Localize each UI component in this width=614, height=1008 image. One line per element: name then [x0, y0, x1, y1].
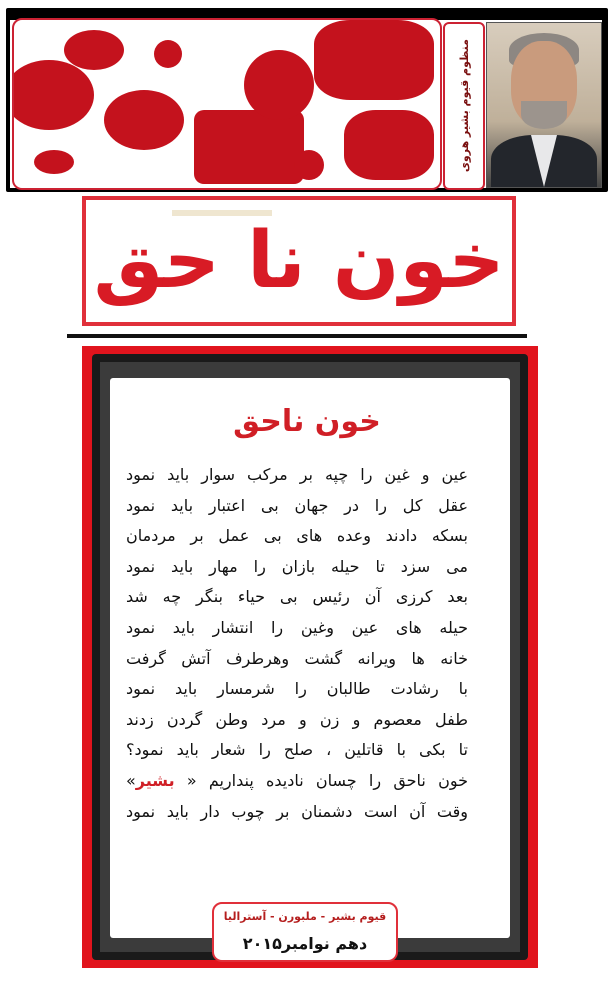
verse-line: بعد کرزی آن رئیس بی حیاء بنگر چه شد	[126, 587, 468, 607]
page-title: خون نا حق	[93, 216, 505, 306]
footer-signature-box	[212, 902, 398, 962]
splash-blot	[12, 60, 94, 130]
blood-splash-image	[12, 18, 442, 190]
author-portrait-photo	[486, 22, 602, 188]
verse-line: با رشادت طالبان را شرمسار باید نمود	[126, 679, 468, 699]
splash-blot	[294, 150, 324, 180]
author-name-vertical: منظوم قیوم بشیر هروی	[457, 39, 471, 173]
verse-line: می سزد تا حیله بازان را مهار باید نمود	[126, 556, 468, 576]
verse-line: حیله های عین وغین را انتشار باید نمود	[126, 617, 468, 637]
splash-blot	[314, 20, 434, 100]
title-banner	[82, 196, 516, 326]
poem-verses	[126, 460, 468, 827]
verse-line: طفل معصوم و زن و مرد وطن گردن زدند	[126, 709, 468, 729]
verse-quote-close: »	[126, 770, 136, 790]
verse-line: عین و غین را چپه بر مرکب سوار باید نمود	[126, 465, 468, 484]
splash-blot	[34, 150, 74, 174]
poet-signature: بشیر	[135, 770, 175, 790]
footer-author: قیوم بشیر - ملبورن - آستراليا	[223, 910, 387, 923]
verse-line-with-signature	[126, 766, 468, 797]
splash-blot	[104, 90, 184, 150]
divider-line	[67, 334, 527, 338]
footer-date: دهم نوامبر۲۰۱۵	[242, 934, 368, 953]
portrait-beard	[521, 101, 567, 129]
splash-blot	[64, 30, 124, 70]
verse-line: تا بکی با قاتلین ، صلح را شعار باید نمود؟	[126, 740, 468, 760]
splash-blot	[244, 50, 314, 120]
author-name-strip	[443, 22, 485, 190]
splash-blot	[154, 40, 182, 68]
splash-blot	[194, 110, 304, 184]
verse-line: بسکه دادند وعده های بی عمل بر مردمان	[126, 526, 468, 546]
splash-blot	[344, 110, 434, 180]
poem-title: خون ناحق	[233, 404, 381, 439]
verse-line: خانه ها ویرانه گشت وهرطرف آتش گرفت	[126, 648, 468, 668]
verse-text: خون ناحق را چسان نادیده پنداریم «	[186, 770, 468, 790]
verse-line: عقل کل را در جهان بی اعتبار باید نمود	[126, 495, 468, 515]
banner-mark	[172, 210, 272, 216]
verse-line: وقت آن است دشمنان بر چوب دار باید نمود	[126, 801, 468, 821]
